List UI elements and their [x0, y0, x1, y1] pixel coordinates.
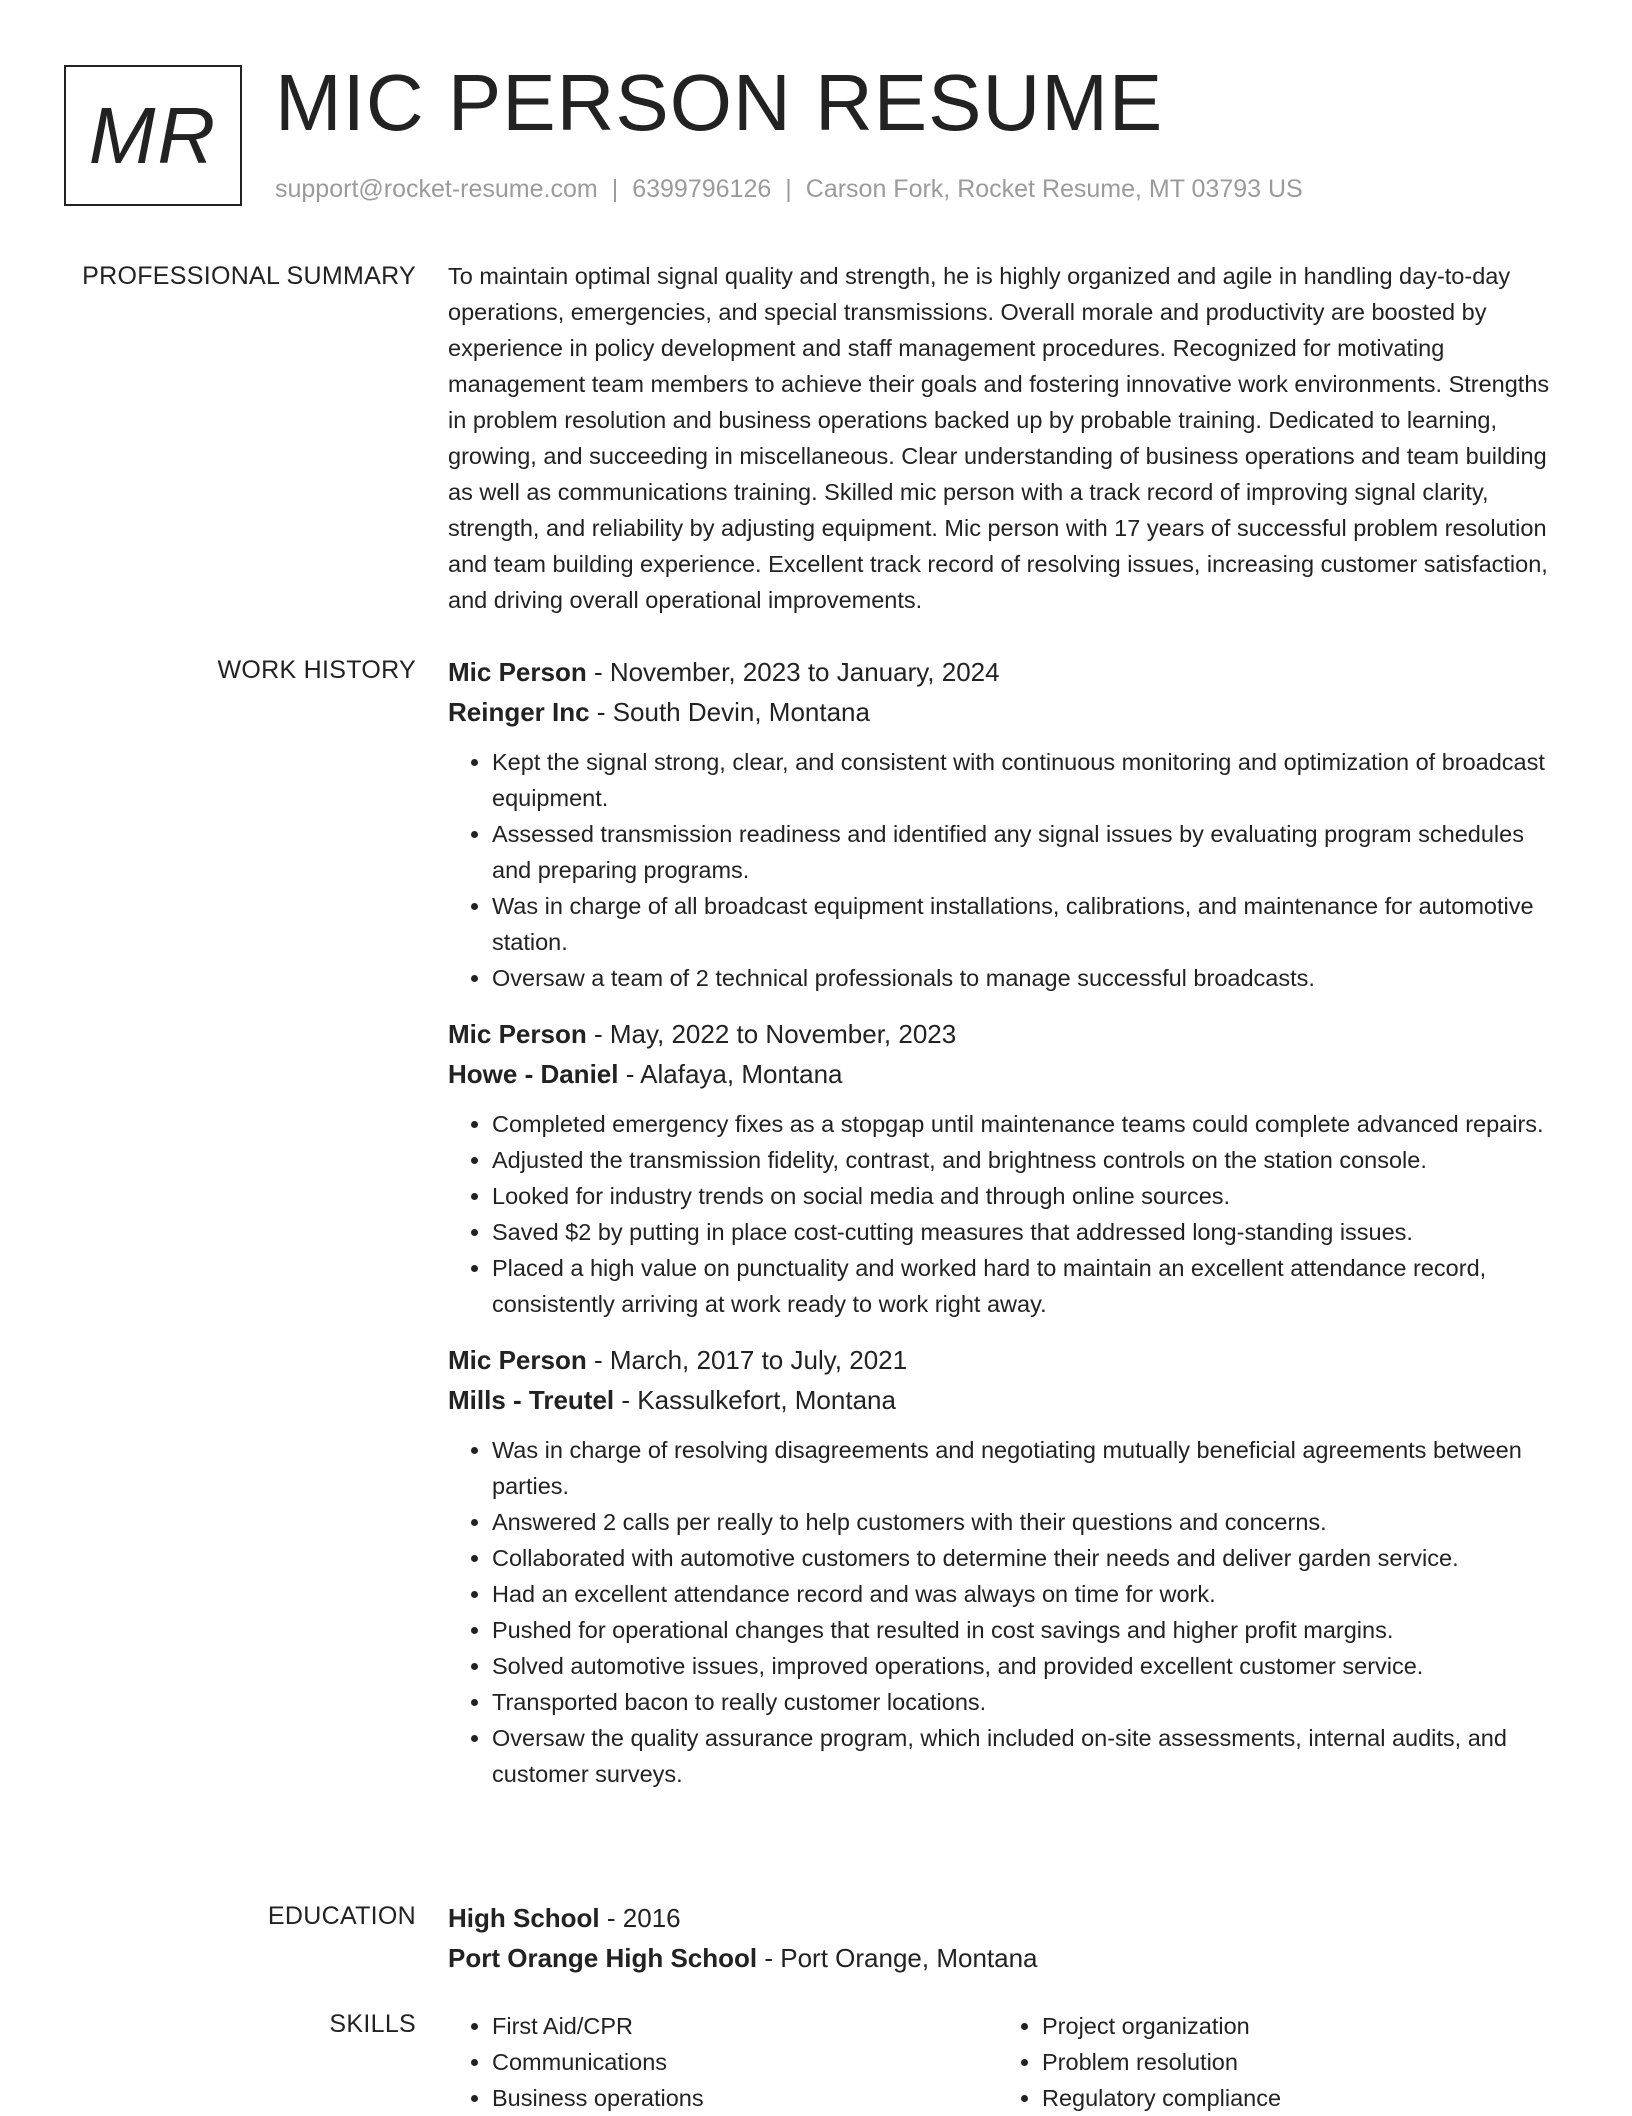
- job-dates: - March, 2017 to July, 2021: [586, 1345, 908, 1375]
- job-location: - Alafaya, Montana: [618, 1059, 843, 1089]
- job-bullet: • Collaborated with automotive customers to determine their needs and deliver garden service.: [492, 1540, 1564, 1576]
- job-bullet: • Placed a high value on punctuality and worked hard to maintain an excellent attendance record, consistently arriving at work ready to work right away.: [492, 1250, 1564, 1322]
- job-company-line: [448, 692, 1564, 732]
- job-bullet: • Answered 2 calls per really to help customers with their questions and concerns.: [492, 1504, 1564, 1540]
- monogram-logo: MR: [64, 65, 242, 206]
- job-bullet: • Assessed transmission readiness and identified any signal issues by evaluating program schedules and preparing programs.: [492, 816, 1564, 888]
- job-title-line: [448, 1340, 1564, 1380]
- education-body: [448, 1898, 1564, 1978]
- summary-body: [448, 258, 1564, 618]
- section-label-skills: SKILLS: [329, 2010, 416, 2038]
- job-company-line: [448, 1380, 1564, 1420]
- education-location: - Port Orange, Montana: [757, 1943, 1038, 1973]
- job-location: - Kassulkefort, Montana: [614, 1385, 896, 1415]
- job-entry: [448, 1340, 1564, 1792]
- job-title: Mic Person: [448, 1019, 587, 1049]
- job-bullets: [448, 1432, 1564, 1792]
- job-bullets: [448, 1106, 1564, 1322]
- skill-item: • Business operations: [492, 2080, 998, 2116]
- resume-title: MIC PERSON RESUME: [275, 58, 1164, 147]
- job-title-line: [448, 1014, 1564, 1054]
- job-bullets: [448, 744, 1564, 996]
- job-bullet: • Was in charge of all broadcast equipment installations, calibrations, and maintenance for automotive station.: [492, 888, 1564, 960]
- job-bullet: • Saved $2 by putting in place cost-cutting measures that addressed long-standing issues.: [492, 1214, 1564, 1250]
- job-dates: - May, 2022 to November, 2023: [586, 1019, 957, 1049]
- contact-separator: |: [611, 175, 619, 203]
- education-year: - 2016: [599, 1903, 681, 1933]
- job-title: Mic Person: [448, 1345, 587, 1375]
- job-company: Mills - Treutel: [448, 1385, 615, 1415]
- job-bullet: • Was in charge of resolving disagreements and negotiating mutually beneficial agreements between parties.: [492, 1432, 1564, 1504]
- education-school: Port Orange High School: [448, 1943, 758, 1973]
- contact-separator: |: [785, 175, 792, 203]
- job-bullet: • Completed emergency fixes as a stopgap until maintenance teams could complete advanced repairs.: [492, 1106, 1564, 1142]
- job-company-line: [448, 1054, 1564, 1094]
- job-bullet: • Looked for industry trends on social media and through online sources.: [492, 1178, 1564, 1214]
- job-bullet: • Adjusted the transmission fidelity, contrast, and brightness controls on the station console.: [492, 1142, 1564, 1178]
- education-degree-line: [448, 1898, 1564, 1938]
- job-bullet: • Kept the signal strong, clear, and consistent with continuous monitoring and optimization of broadcast equipment.: [492, 744, 1564, 816]
- contact-line: [275, 175, 1303, 204]
- education-degree: High School: [448, 1903, 600, 1933]
- job-bullet: • Solved automotive issues, improved operations, and provided excellent customer service.: [492, 1648, 1564, 1684]
- skills-list-right: [998, 2008, 1548, 2116]
- contact-phone[interactable]: 6399796126: [632, 175, 772, 203]
- summary-text: To maintain optimal signal quality and strength, he is highly organized and agile in handling day-to-day operations, emergencies, and special transmissions. Overall morale and productivity are boosted by experience in policy development and staff management procedures. Recognized for motivating management team members to achieve their goals and fostering innovative work environments. Strengths in problem resolution and business operations backed up by probable training. Dedicated to learning, growing, and succeeding in miscellaneous. Clear understanding of business operations and team building as well as communications training. Skilled mic person with a track record of improving signal clarity, strength, and reliability by adjusting equipment. Mic person with 17 years of successful problem resolution and team building experience. Excellent track record of resolving issues, increasing customer satisfaction, and driving overall operational improvements.: [448, 263, 1550, 613]
- job-dates: - November, 2023 to January, 2024: [586, 657, 1000, 687]
- skill-item: • Project organization: [1042, 2008, 1548, 2044]
- job-bullet: • Pushed for operational changes that resulted in cost savings and higher profit margins.: [492, 1612, 1564, 1648]
- skills-body: [448, 2008, 1564, 2116]
- skill-item: • Communications: [492, 2044, 998, 2080]
- section-label-work: WORK HISTORY: [217, 656, 416, 684]
- job-entry: [448, 652, 1564, 996]
- job-bullet: • Transported bacon to really customer locations.: [492, 1684, 1564, 1720]
- skill-item: • Regulatory compliance: [1042, 2080, 1548, 2116]
- job-company: Reinger Inc: [448, 697, 590, 727]
- job-bullet: • Oversaw the quality assurance program, which included on-site assessments, internal audits, and customer surveys.: [492, 1720, 1564, 1792]
- job-location: - South Devin, Montana: [589, 697, 870, 727]
- skill-item: • Problem resolution: [1042, 2044, 1548, 2080]
- education-school-line: [448, 1938, 1564, 1978]
- skills-list-left: [448, 2008, 998, 2116]
- job-company: Howe - Daniel: [448, 1059, 619, 1089]
- job-bullet: • Had an excellent attendance record and was always on time for work.: [492, 1576, 1564, 1612]
- job-bullet: • Oversaw a team of 2 technical professionals to manage successful broadcasts.: [492, 960, 1564, 996]
- skills-grid: [448, 2008, 1564, 2116]
- contact-address: Carson Fork, Rocket Resume, MT 03793 US: [805, 175, 1303, 203]
- skill-item: • First Aid/CPR: [492, 2008, 998, 2044]
- contact-email[interactable]: support@rocket-resume.com: [275, 175, 598, 203]
- job-entry: [448, 1014, 1564, 1322]
- job-title-line: [448, 652, 1564, 692]
- section-label-education: EDUCATION: [267, 1902, 416, 1930]
- work-body: [448, 652, 1564, 1810]
- section-label-summary: PROFESSIONAL SUMMARY: [82, 262, 416, 290]
- job-title: Mic Person: [448, 657, 587, 687]
